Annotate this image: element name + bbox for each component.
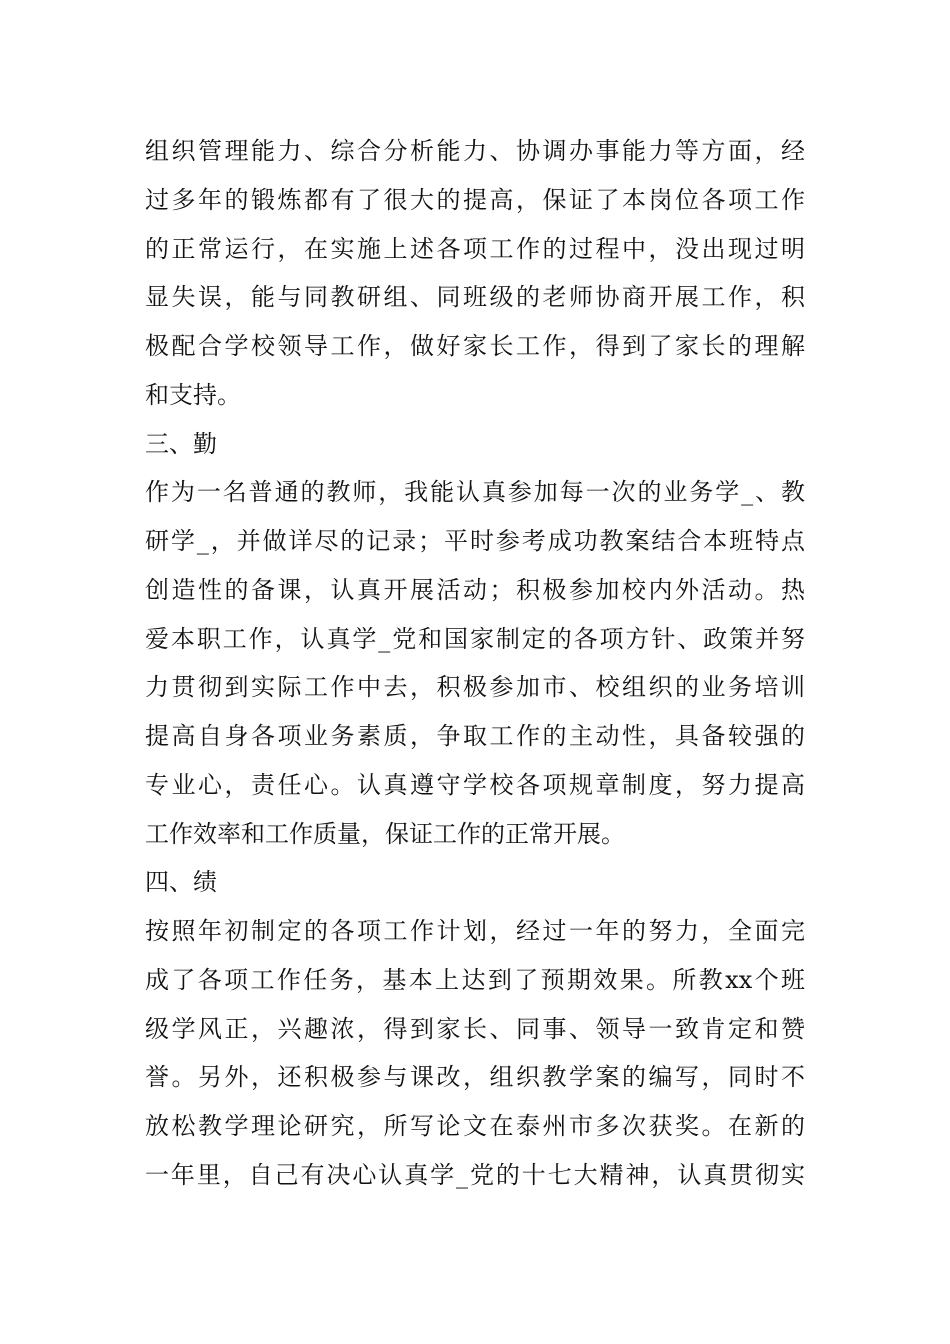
text-line-6: 和支持。	[145, 380, 241, 409]
text-line-1: 组织管理能力、综合分析能力、协调办事能力等方面，经	[145, 137, 805, 165]
section-heading-ji: 四、绩	[145, 868, 217, 897]
text-line-12: 力贯彻到实际工作中去，积极参加市、校组织的业务培训	[145, 673, 805, 702]
section-heading-qin: 三、勤	[145, 429, 217, 458]
text-line-5: 极配合学校领导工作，做好家长工作，得到了家长的理解	[145, 332, 805, 360]
text-line-18: 成了各项工作任务，基本上达到了预期效果。所教xx个班	[145, 965, 805, 994]
text-line-14: 专业心，责任心。认真遵守学校各项规章制度，努力提高	[145, 770, 805, 799]
text-line-11: 爱本职工作，认真学_党和国家制定的各项方针、政策并努	[145, 624, 805, 653]
text-line-19: 级学风正，兴趣浓，得到家长、同事、领导一致肯定和赞	[145, 1014, 805, 1043]
text-line-20: 誉。另外，还积极参与课改，组织教学案的编写，同时不	[145, 1063, 805, 1092]
text-line-21: 放松教学理论研究，所写论文在泰州市多次获奖。在新的	[145, 1112, 805, 1140]
text-line-13: 提高自身各项业务素质，争取工作的主动性，具备较强的	[145, 722, 805, 750]
text-line-9: 研学_，并做详尽的记录；平时参考成功教案结合本班特点	[145, 527, 805, 555]
text-line-4: 显失误，能与同教研组、同班级的老师协商开展工作，积	[145, 283, 805, 312]
document-body	[145, 127, 805, 1200]
text-line-2: 过多年的锻炼都有了很大的提高，保证了本岗位各项工作	[145, 185, 805, 214]
text-line-10: 创造性的备课，认真开展活动；积极参加校内外活动。热	[145, 575, 805, 604]
text-line-17: 按照年初制定的各项工作计划，经过一年的努力，全面完	[145, 917, 805, 945]
text-line-15: 工作效率和工作质量，保证工作的正常开展。	[145, 819, 625, 848]
text-line-22: 一年里，自己有决心认真学_党的十七大精神，认真贯彻实	[145, 1160, 805, 1189]
text-line-8: 作为一名普通的教师，我能认真参加每一次的业务学_、教	[145, 478, 805, 507]
text-line-3: 的正常运行，在实施上述各项工作的过程中，没出现过明	[145, 234, 805, 263]
